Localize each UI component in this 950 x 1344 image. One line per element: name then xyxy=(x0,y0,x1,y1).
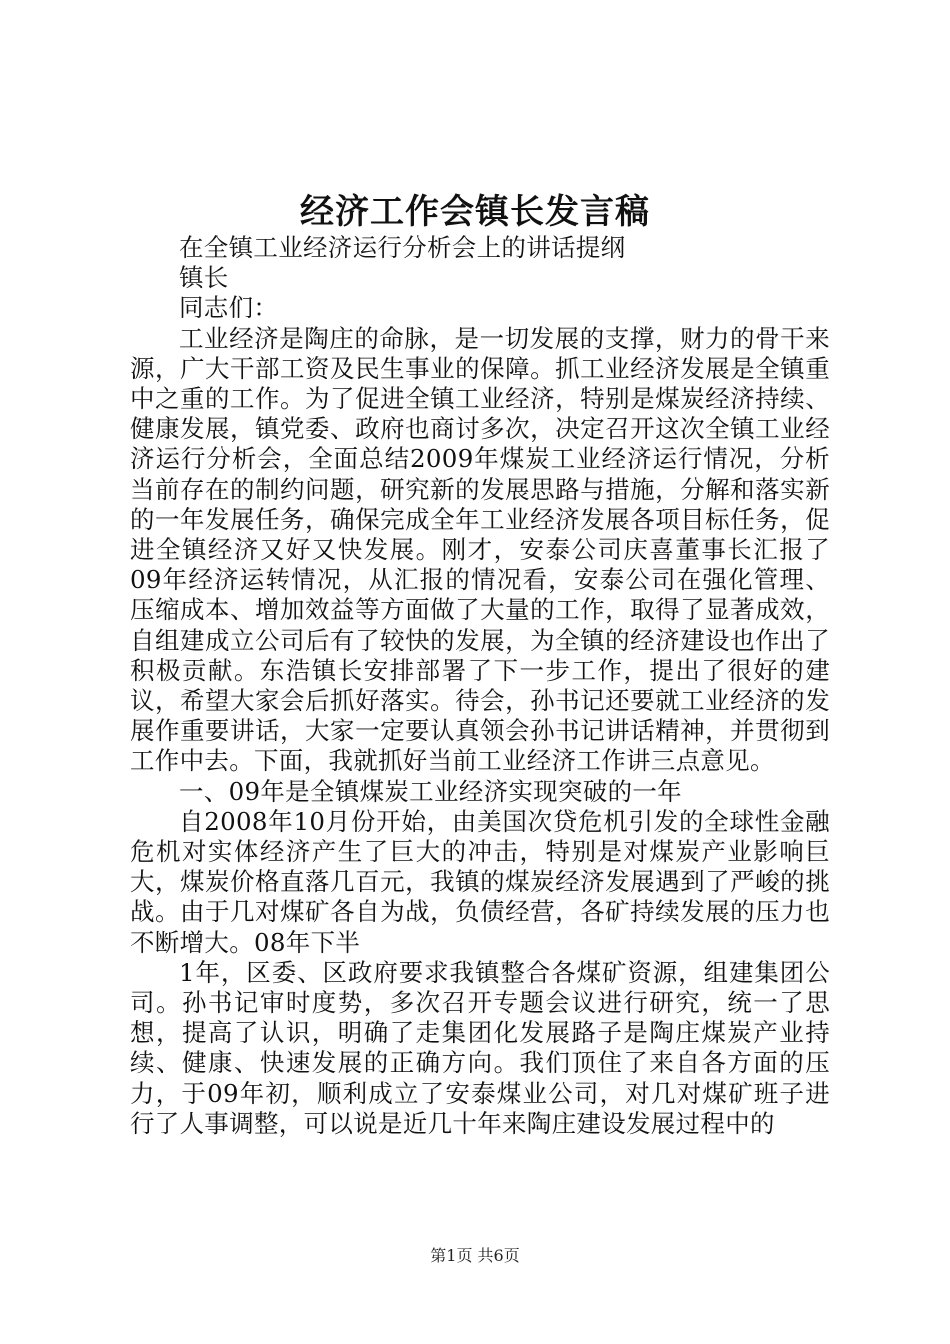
paragraph: 工业经济是陶庄的命脉，是一切发展的支撑，财力的骨干来源，广大干部工资及民生事业的保障。抓工业经济发展是全镇重中之重的工作。为了促进全镇工业经济，特别是煤炭经济持续、健康发展，镇党委、政府也商讨多次，决定召开这次全镇工业经济运行分析会，全面总结2009年煤炭工业经济运行情况，分析当前存在的制约问题，研究新的发展思路与措施，分解和落实新的一年发展任务，确保完成全年工业经济发展各项目标任务，促进全镇经济又好又快发展。刚才，安泰公司庆喜董事长汇报了09年经济运转情况，从汇报的情况看，安泰公司在强化管理、压缩成本、增加效益等方面做了大量的工作，取得了显著成效，自组建成立公司后有了较快的发展，为全镇的经济建设也作出了积极贡献。东浩镇长安排部署了下一步工作，提出了很好的建议，希望大家会后抓好落实。待会，孙书记还要就工业经济的发展作重要讲话，大家一定要认真领会孙书记讲话精神，并贯彻到工作中去。下面，我就抓好当前工业经济工作讲三点意见。 xyxy=(130,323,830,776)
document-title: 经济工作会镇长发言稿 xyxy=(300,192,650,232)
page-number-footer: 第1页 共6页 xyxy=(430,1246,520,1265)
document-body xyxy=(130,233,830,1139)
salutation-line: 同志们： xyxy=(179,293,279,323)
section-heading: 一、09年是全镇煤炭工业经济实现突破的一年 xyxy=(179,776,682,806)
speaker-line: 镇长 xyxy=(179,263,229,293)
paragraph: 自2008年10月份开始，由美国次贷危机引发的全球性金融危机对实体经济产生了巨大的冲击，特别是对煤炭产业影响巨大，煤炭价格直落几百元，我镇的煤炭经济发展遇到了严峻的挑战。由于几对煤矿各自为战，负债经营，各矿持续发展的压力也不断增大。08年下半 xyxy=(130,806,830,957)
paragraph: 1年，区委、区政府要求我镇整合各煤矿资源，组建集团公司。孙书记审时度势，多次召开专题会议进行研究，统一了思想，提高了认识，明确了走集团化发展路子是陶庄煤炭产业持续、健康、快速发展的正确方向。我们顶住了来自各方面的压力，于09年初，顺利成立了安泰煤业公司，对几对煤矿班子进行了人事调整，可以说是近几十年来陶庄建设发展过程中的 xyxy=(130,957,830,1138)
subtitle-line: 在全镇工业经济运行分析会上的讲话提纲 xyxy=(179,233,626,262)
